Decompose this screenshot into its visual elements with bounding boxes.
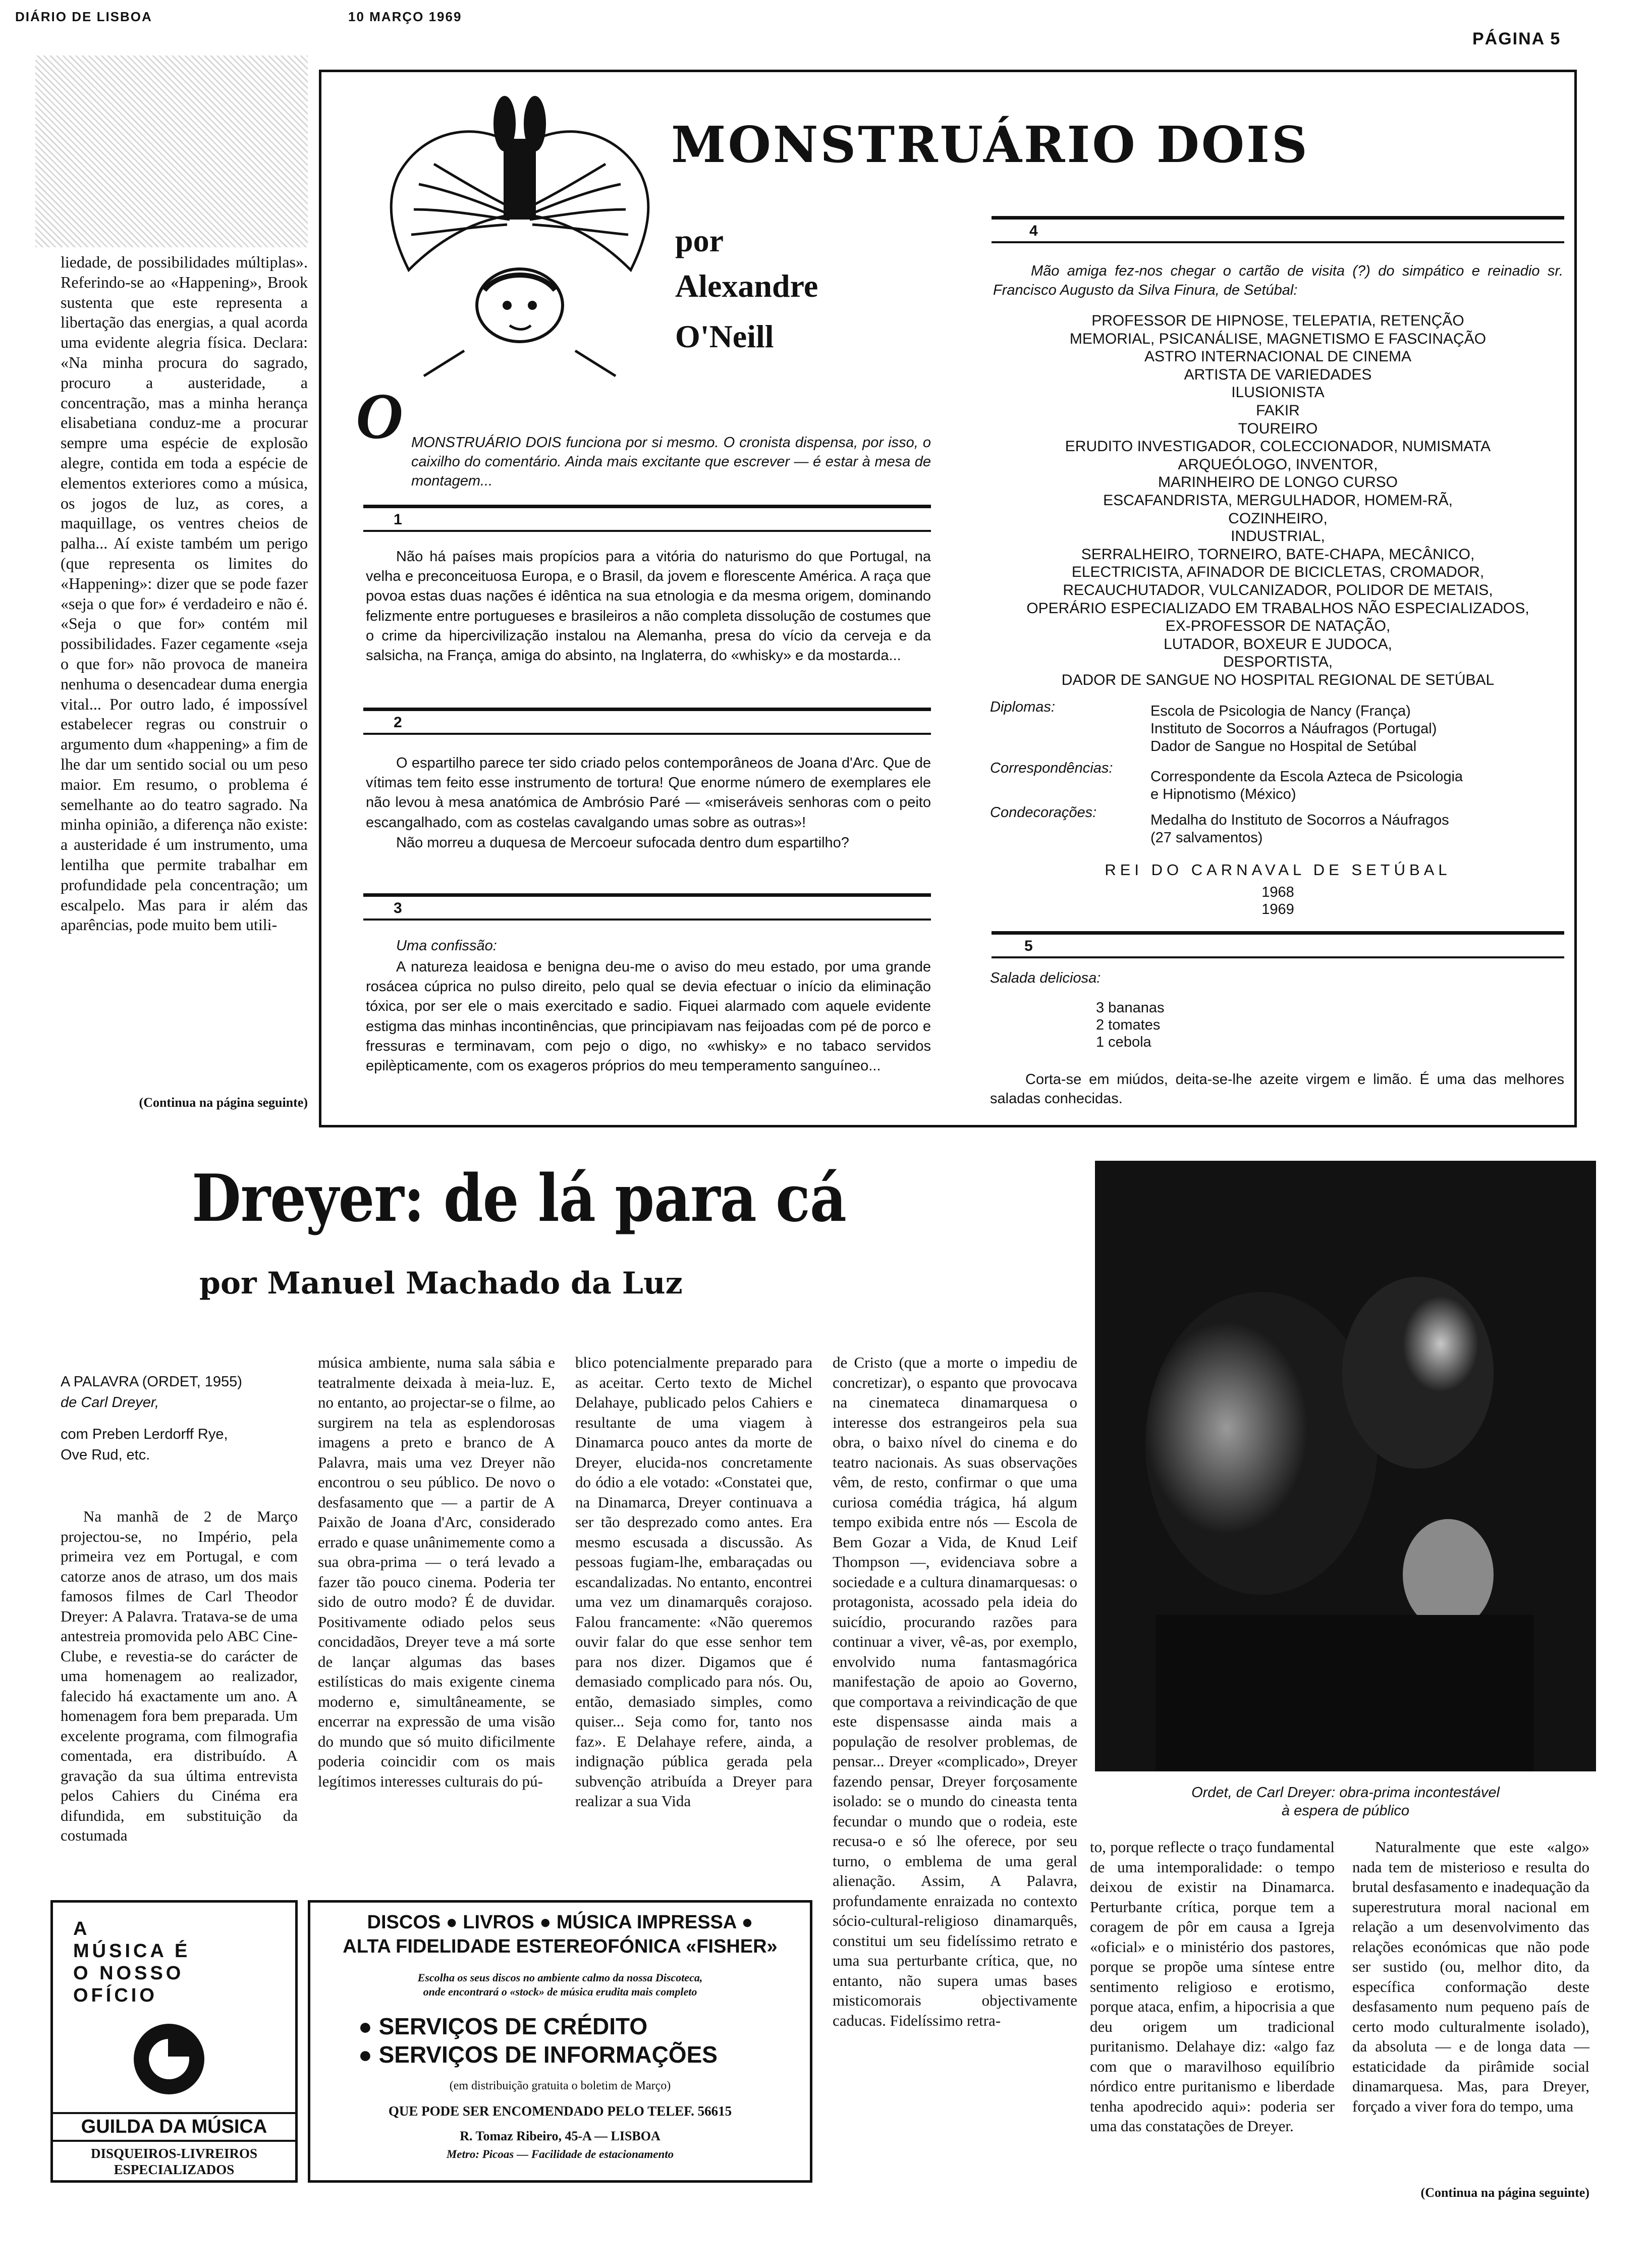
fisher-service-2: ● SERVIÇOS DE INFORMAÇÕES bbox=[358, 2041, 718, 2068]
credit-line: Ove Rud, etc. bbox=[61, 1447, 150, 1463]
credit-line: com Preben Lerdorff Rye, bbox=[61, 1426, 228, 1442]
fisher-metro: Metro: Picoas — Facilidade de estacionamento bbox=[446, 2148, 674, 2161]
left-column-text: liedade, de possibilidades múltiplas». Referindo-se ao «Happening», Brook sustenta que este representa a libertação das energias, a qual acorda uma evidente alegria física. Declara: «Na minha procura do sagrado, procuro a austeridade, a concentração, mas a minha herança elisabetiana conduz-me a procurar sempre uma espécie de explosão alegre, contida em toda a espécie de elementos exteriores como a música, os jogos de luz, as cores, a maquillage, os ventres cheios de palha... Aí existe também um perigo (que representa os limites do «Happening»: dizer que se pode fazer «seja o que for» é verdadeiro e não é. «Seja o que for» contém mil possibilidades. Fazer cegamente «seja o que for» não provoca de maneira nenhuma o desencadear duma energia vital... Por outro lado, é impossível estabelecer regras ou construir o argumento dum «happening» a fim de lhe dar um sentido social ou um peso maior. Em resumo, o problema é semelhante ao do teatro sagrado. Na minha opinião, a diferença não existe: a austeridade é um instrumento, uma lentilha que permite trabalhar em profundidade pela concentração; um escalpelo. Mas para ir além das aparências, pode muito bem utili- bbox=[61, 253, 308, 934]
fisher-service-1: ● SERVIÇOS DE CRÉDITO bbox=[358, 2013, 648, 2039]
slogan-line: MÚSICA É bbox=[73, 1940, 191, 1962]
ingredient-item: 2 tomates bbox=[1096, 1017, 1161, 1033]
monstruario-byline-por: por bbox=[675, 223, 724, 258]
card-line: ASTRO INTERNACIONAL DE CINEMA bbox=[1144, 348, 1411, 365]
card-line: ERUDITO INVESTIGADOR, COLECCIONADOR, NUMISMATA bbox=[1065, 438, 1491, 455]
section-5-label: Salada deliciosa: bbox=[990, 970, 1101, 986]
dreyer-column-2: música ambiente, numa sala sábia e teatralmente deixada à meia-luz. E, no entanto, ao projectar-se o filme, ao surgirem na tela as esplendorosas imagens a preto e branco de A Palavra, mais uma vez Dreyer não encontrou o seu público. De novo o desfasamento que — a partir de A Paixão de Joana d'Arc, considerado errado e quase unânimemente como a sua obra-prima — o terá levado a fazer tão pouco cinema. Poderia ter sido de outro modo? É de duvidar. Positivamente odiado pelos seus concidadãos, Dreyer teve a má sorte de lançar algumas das bases estilísticas do mais exigente cinema moderno e, simultâneamente, se encerrar na expressão de uma visão do mundo que só muito dificilmente poderia coincidir com os mais legítimos interesses culturais do pú- bbox=[318, 1354, 555, 1790]
photo-caption-line-2: à espera de público bbox=[1281, 1803, 1410, 1819]
correspondencias-list bbox=[1150, 768, 1463, 803]
section-2-text: O espartilho parece ter sido criado pelos contemporâneos de Joana d'Arc. Que de vítimas tem feito esse instrumento de tortura! Que enorme número de exemplares ele não levou à mesa anatómica de Ambrósio Paré — «miseráveis senhoras com o peito escangalhado, com as costelas cavalgando umas sobre as outras»! bbox=[366, 755, 931, 831]
photo-caption-line-1: Ordet, de Carl Dreyer: obra-prima incontestável bbox=[1191, 1785, 1500, 1801]
diplomas-list bbox=[1150, 703, 1437, 755]
section-1-rule bbox=[363, 505, 931, 508]
slogan-line: A bbox=[73, 1918, 90, 1939]
hands-icon bbox=[493, 96, 546, 220]
angel-face-icon bbox=[477, 269, 563, 342]
section-2-rule bbox=[363, 708, 931, 711]
card-line: SERRALHEIRO, TORNEIRO, BATE-CHAPA, MECÂNICO, bbox=[1081, 546, 1475, 563]
card-line: ARTISTA DE VARIEDADES bbox=[1184, 366, 1372, 383]
slogan-line: OFÍCIO bbox=[73, 1985, 157, 2006]
monstruario-intro: MONSTRUÁRIO DOIS funciona por si mesmo. O cronista dispensa, por isso, o caixilho do comentário. Ainda mais excitante que escrever — é estar à mesa de montagem... bbox=[411, 435, 931, 489]
year-1968: 1968 bbox=[1261, 884, 1294, 900]
fisher-line-1: DISCOS ● LIVROS ● MÚSICA IMPRESSA ● bbox=[367, 1912, 753, 1933]
dreyer-column-4: de Cristo (que a morte o impediu de concretizar), o espanto que provocava na cinemateca dinamarquesa o interesse dos estrangeiros pela sua obra, o baixo nível do cinema e do teatro nacionais. As suas observações vêm, de resto, confirmar o que uma curiosa comédia trágica, há algum tempo exibida entre nós — Escola de Bem Gozar a Vida, de Knud Leif Thompson —, evidenciava sobre a sociedade e a cultura dinamarquesas: o protagonista, acossado pela ideia do suicídio, procurando razões para continuar a viver, vê-as, por exemplo, envolvido numa fantasmagórica manifestação de apoio ao Governo, que comportava a reivindicação de que este dispensasse ainda mais a população de resolver problemas, de pensar... Dreyer «complicado», Dreyer fazendo pensar, Dreyer forçosamente isolado: se o mundo do cineasta tenta fecundar o mundo que o rodeia, este recusa-o e só lhe oferece, por seu turno, o emblema de uma geral alienação. Assim, A Palavra, profundamente enraizada no contexto sócio-cultural-religioso dinamarquês, constitui um seu fidelíssimo retrato e uma sua perturbante crítica, que, no entanto, não supera umas bases misticomorais objectivamente caducas. Fidelíssimo retra- bbox=[833, 1354, 1077, 2029]
diploma-item: Dador de Sangue no Hospital de Setúbal bbox=[1150, 738, 1417, 754]
monstruario-byline-last-name: O'Neill bbox=[675, 318, 774, 354]
section-3-label: Uma confissão: bbox=[396, 938, 497, 954]
guilda-ad bbox=[50, 1900, 298, 2183]
condecoracoes-label: Condecorações: bbox=[990, 804, 1097, 821]
card-line: TOUREIRO bbox=[1238, 420, 1318, 437]
dreyer-continued: (Continua na página seguinte) bbox=[1420, 2185, 1589, 2200]
rei-do-carnaval: REI DO CARNAVAL DE SETÚBAL bbox=[1105, 861, 1451, 879]
diploma-item: Escola de Psicologia de Nancy (França) bbox=[1150, 703, 1411, 719]
section-4-rule bbox=[992, 216, 1564, 220]
fisher-small-1: Escolha os seus discos no ambiente calmo da nossa Discoteca, bbox=[417, 1971, 703, 1984]
dreyer-byline: por Manuel Machado da Luz bbox=[199, 1266, 683, 1301]
fisher-ad bbox=[308, 1900, 812, 2183]
card-line: MEMORIAL, PSICANÁLISE, MAGNETISMO E FASCINAÇÃO bbox=[1069, 330, 1487, 347]
card-line: COZINHEIRO, bbox=[1228, 510, 1328, 527]
card-line: ELECTRICISTA, AFINADOR DE BICICLETAS, CROMADOR, bbox=[1071, 564, 1485, 581]
card-line: FAKIR bbox=[1256, 402, 1300, 419]
correspondence-item: Correspondente da Escola Azteca de Psicologia bbox=[1150, 769, 1463, 785]
monstruario-title: MONSTRUÁRIO DOIS bbox=[671, 116, 1309, 174]
section-2-text-2: Não morreu a duquesa de Mercoeur sufocada dentro dum espartilho? bbox=[396, 835, 849, 851]
ingredient-item: 1 cebola bbox=[1096, 1034, 1151, 1050]
card-line: OPERÁRIO ESPECIALIZADO EM TRABALHOS NÃO ESPECIALIZADOS, bbox=[1026, 600, 1529, 617]
card-line: ILUSIONISTA bbox=[1231, 384, 1325, 401]
service-label: SERVIÇOS DE INFORMAÇÕES bbox=[378, 2041, 718, 2068]
guilda-sub-2: ESPECIALIZADOS bbox=[114, 2162, 235, 2177]
card-line: PROFESSOR DE HIPNOSE, TELEPATIA, RETENÇÃO bbox=[1091, 312, 1464, 329]
decoration-item: (27 salvamentos) bbox=[1150, 830, 1263, 846]
fisher-line-2: ALTA FIDELIDADE ESTEREOFÓNICA «FISHER» bbox=[343, 1936, 778, 1957]
credit-line: A PALAVRA (ORDET, 1955) bbox=[61, 1374, 242, 1390]
masthead-paper-name: DIÁRIO DE LISBOA bbox=[15, 9, 152, 24]
guilda-logo-icon bbox=[124, 2019, 214, 2099]
guilda-sub-1: DISQUEIROS-LIVREIROS bbox=[90, 2146, 258, 2161]
intro-initial: O bbox=[356, 380, 403, 453]
guilda-slogan bbox=[73, 1918, 190, 2007]
dreyer-column-3: blico potencialmente preparado para as aceitar. Certo texto de Michel Delahaye, publicado pelos Cahiers e resultante de uma viagem à Dinamarca pouco antes da morte de Dreyer, elucida-nos concretamente do ódio a ele votado: «Constatei que, na Dinamarca, Dreyer continuava a ser tão desprezado como antes. Era mesmo escusada a discussão. As pessoas fugiam-lhe, embaraçadas ou escandalizadas. No entanto, encontrei uma vez um dinamarquês corajoso. Falou francamente: «Não queremos ouvir falar do que esse senhor tem para nos dizer. Digamos que é demasiado complicado para nós. Ou, então, demasiado simples, como quiser... Seja como for, tanto nos faz». E Delahaye refere, ainda, a indignação pública gerada pela subvenção atribuída a Dreyer para realizar a sua Vida bbox=[575, 1354, 812, 1810]
section-5-text: Corta-se em miúdos, deita-se-lhe azeite virgem e limão. É uma das melhores saladas conhecidas. bbox=[990, 1071, 1564, 1107]
masthead-date: 10 MARÇO 1969 bbox=[348, 9, 462, 24]
angel-illustration bbox=[363, 88, 676, 391]
monstruario-byline-first-name: Alexandre bbox=[675, 268, 818, 304]
card-line: LUTADOR, BOXEUR E JUDOCA, bbox=[1164, 635, 1392, 653]
card-line: ESCAFANDRISTA, MERGULHADOR, HOMEM-RÃ, bbox=[1103, 492, 1453, 509]
fisher-small-2: onde encontrará o «stock» de música erudita mais completo bbox=[423, 1985, 697, 1998]
guilda-name: GUILDA DA MÚSICA bbox=[53, 2112, 295, 2142]
card-line: RECAUCHUTADOR, VULCANIZADOR, POLIDOR DE METAIS, bbox=[1063, 581, 1493, 599]
fisher-order: QUE PODE SER ENCOMENDADO PELO TELEF. 56615 bbox=[388, 2103, 732, 2119]
left-column-image-remnant bbox=[35, 56, 308, 247]
year-1969: 1969 bbox=[1261, 901, 1294, 917]
fisher-address: R. Tomaz Ribeiro, 45-A — LISBOA bbox=[460, 2129, 661, 2143]
page-number: PÁGINA 5 bbox=[1472, 29, 1561, 48]
section-1-text: Não há países mais propícios para a vitória do naturismo do que Portugal, na velha e preconceituosa Europa, e o Brasil, da jovem e florescente América. A raça que povoa estas duas nações é idêntica na sua etnologia e da mesma origem, dominando felizmente entre portugueses e brasileiros a não completa dissolução de costumes que o crime da hipercivilização instalou na Alemanha, presa do vício da cerveja e da salsicha, na França, amiga do absinto, na Inglaterra, do «whisky» e da mostarda... bbox=[366, 549, 931, 664]
credit-line: de Carl Dreyer, bbox=[61, 1394, 159, 1411]
dreyer-column-6: Naturalmente que este «algo» nada tem de misterioso e resulta do brutal desfasamento e inadequação da superestrutura moral nacional em relação a um desenvolvimento das relações económicas que não pode ser sustido (ou, melhor dito, da específica conformação deste desfasamento num pequeno país de certo modo culturalmente isolado), da absoluta — e de longa data — estaticidade da pirâmide social dinamarquesa. Mas, para Dreyer, forçado a viver fora do tempo, uma bbox=[1352, 1838, 1589, 2115]
diploma-item: Instituto de Socorros a Náufragos (Portugal) bbox=[1150, 721, 1437, 737]
card-line: ARQUEÓLOGO, INVENTOR, bbox=[1178, 456, 1378, 473]
section-5-rule bbox=[992, 931, 1564, 935]
section-1-number: 1 bbox=[394, 511, 402, 528]
dreyer-column-5: to, porque reflecte o traço fundamental de uma intemporalidade: o tempo deixou de existir na Dinamarca. Perturbante crítica, porque tem a coragem de pôr em causa a Igreja «oficial» e o ministério dos pastores, porque se propõe uma síntese entre sentimento religioso e erotismo, porque ataca, enfim, a hipocrisia a que deu origem um tradicional puritanismo. Delahaye diz: «algo faz com que o maravilhoso equilíbrio nórdico entre puritanismo e liberdade tenha apodrecido aqui»: poderia ser uma das constatações de Dreyer. bbox=[1090, 1838, 1335, 2135]
service-label: SERVIÇOS DE CRÉDITO bbox=[378, 2013, 648, 2039]
decoration-item: Medalha do Instituto de Socorros a Náufragos bbox=[1150, 812, 1449, 828]
section-4-intro: Mão amiga fez-nos chegar o cartão de visita (?) do simpático e reinadio sr. Francisco Augusto da Silva Finura, de Setúbal: bbox=[993, 263, 1563, 298]
section-5-number: 5 bbox=[1024, 938, 1033, 954]
section-4-number: 4 bbox=[1029, 223, 1038, 239]
section-3-number: 3 bbox=[394, 900, 402, 916]
card-line: DESPORTISTA, bbox=[1223, 654, 1333, 671]
ordet-film-photo bbox=[1095, 1161, 1596, 1771]
card-line: DADOR DE SANGUE NO HOSPITAL REGIONAL DE SETÚBAL bbox=[1061, 671, 1495, 688]
section-3-rule bbox=[363, 893, 931, 897]
card-line: EX-PROFESSOR DE NATAÇÃO, bbox=[1165, 618, 1391, 635]
condecoracoes-list bbox=[1150, 812, 1449, 847]
dreyer-column-1: Na manhã de 2 de Março projectou-se, no Império, pela primeira vez em Portugal, e com catorze anos de atraso, um dos mais famosos filmes de Carl Theodor Dreyer: A Palavra. Tratava-se de uma antestreia promovida pelo ABC Cine-Clube, e revestia-se do carácter de uma homenagem ao realizador, falecido há exactamente um ano. A homenagem fora bem preparada. Um excelente programa, com filmografia comentada, era distribuído. A gravação da sua última entrevista pelos Cahiers du Cinéma era difundida, em substituição da costumada bbox=[61, 1507, 298, 1844]
left-column-continued: (Continua na página seguinte) bbox=[139, 1095, 308, 1110]
salad-ingredients bbox=[1096, 999, 1164, 1051]
card-line: MARINHEIRO DE LONGO CURSO bbox=[1158, 474, 1398, 491]
film-credits bbox=[61, 1372, 242, 1466]
diplomas-label: Diplomas: bbox=[990, 699, 1055, 715]
card-line: INDUSTRIAL, bbox=[1231, 528, 1325, 545]
film-still-icon bbox=[1095, 1161, 1596, 1771]
ingredient-item: 3 bananas bbox=[1096, 1000, 1165, 1016]
dreyer-title: Dreyer: de lá para cá bbox=[192, 1161, 846, 1236]
fisher-note: (em distribuição gratuita o boletim de Março) bbox=[449, 2079, 671, 2092]
correspondence-item: e Hipnotismo (México) bbox=[1150, 786, 1296, 802]
section-3-text: A natureza leaidosa e benigna deu-me o aviso do meu estado, por uma grande rosácea cúprica no pulso direito, pelo qual se devia efectuar o início da eliminação tóxica, por ser ele o mais exercitado e sadio. Fiquei alarmado com aquele evidente estigma das minhas incontinências, que principiavam nas feijoadas com pé de porco e fressuras e terminavam, com pejo o digo, no «whisky» e no tabaco servidos epilèpticamente, com os exageros próprios do meu temperamento sanguíneo... bbox=[366, 959, 931, 1074]
section-2-number: 2 bbox=[394, 714, 402, 731]
slogan-line: O NOSSO bbox=[73, 1963, 184, 1984]
visiting-card-lines bbox=[992, 312, 1564, 689]
correspondencias-label: Correspondências: bbox=[990, 760, 1113, 776]
